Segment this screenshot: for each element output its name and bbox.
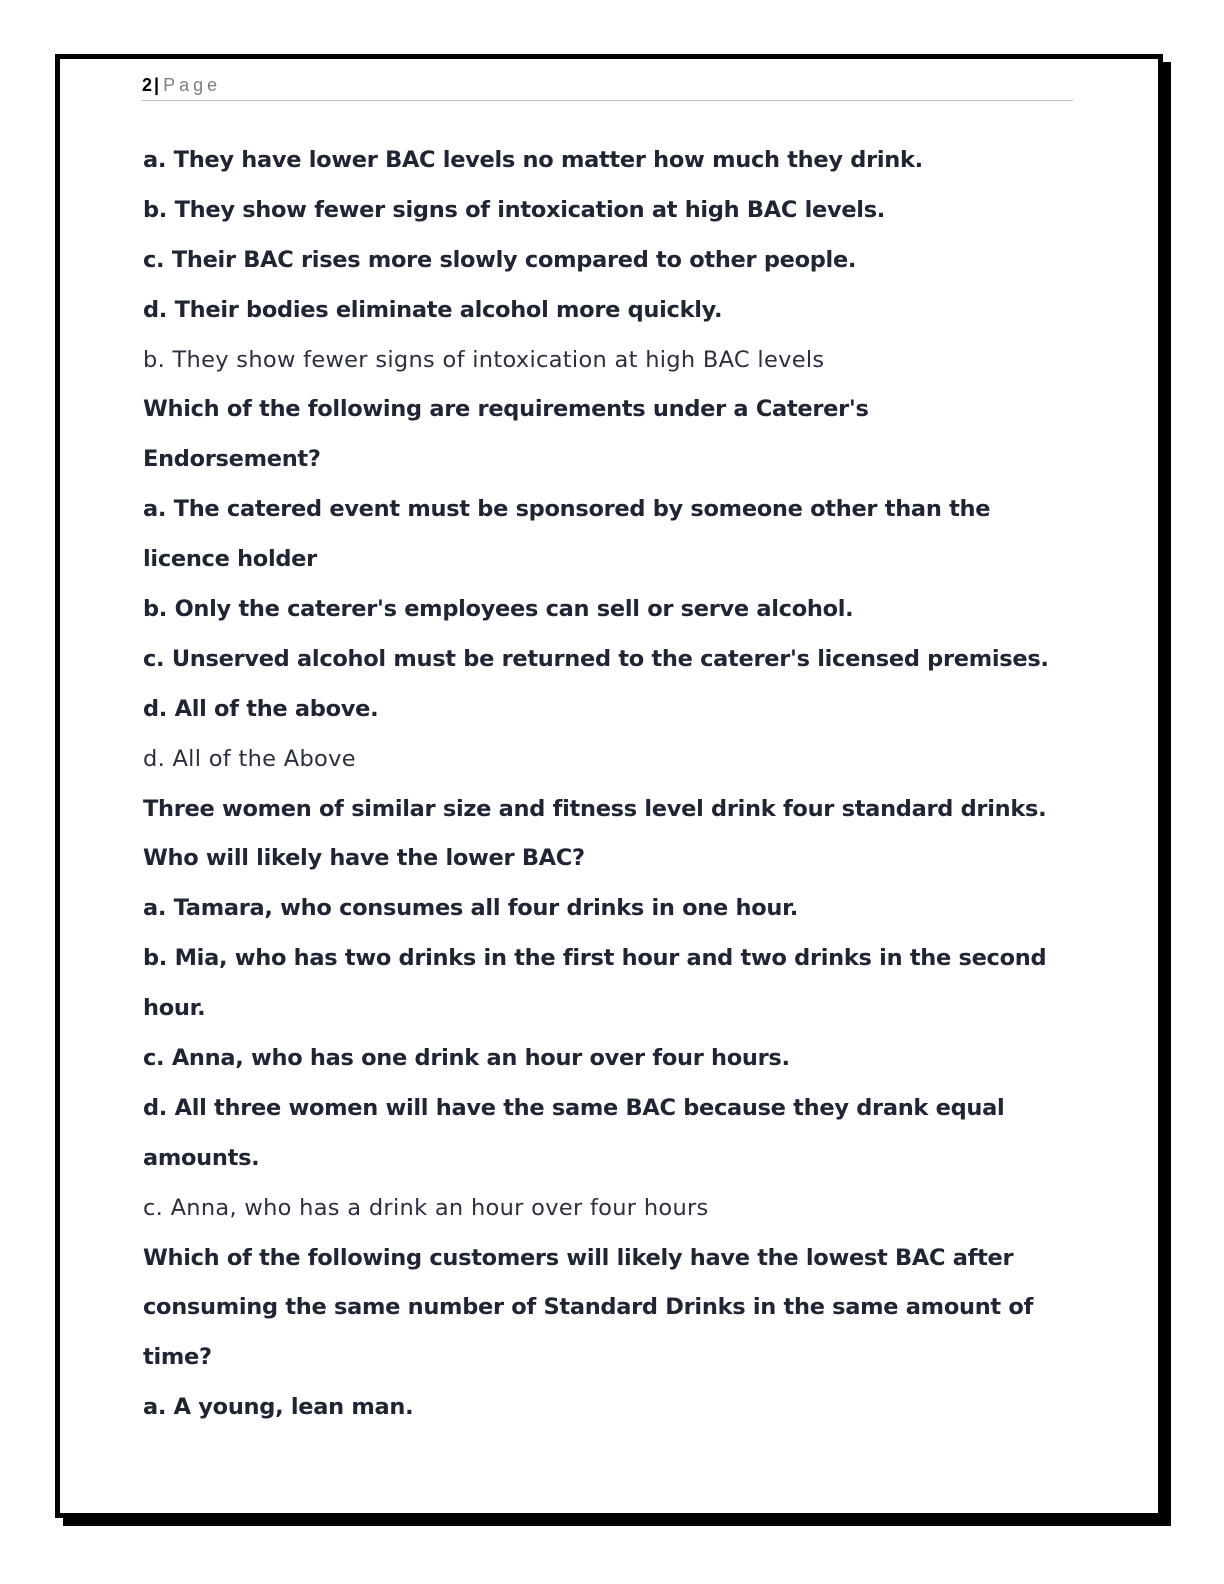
page-number: 2 <box>142 75 153 95</box>
option-line: d. Their bodies eliminate alcohol more quickly. <box>143 296 723 323</box>
option-line: b. Mia, who has two drinks in the first hour and two drinks in the second <box>143 945 1047 972</box>
answer-line: c. Anna, who has a drink an hour over four hours <box>143 1194 709 1221</box>
header-separator: | <box>154 75 160 95</box>
option-line: licence holder <box>143 546 317 573</box>
option-line: amounts. <box>143 1144 260 1171</box>
question-line: time? <box>143 1344 212 1371</box>
quiz-content <box>143 136 1083 1433</box>
question-line: Which of the following customers will likely have the lowest BAC after <box>143 1244 1014 1271</box>
option-line: c. Their BAC rises more slowly compared to other people. <box>143 246 857 273</box>
option-line: a. They have lower BAC levels no matter how much they drink. <box>143 147 923 173</box>
option-line: b. Only the caterer's employees can sell or serve alcohol. <box>143 596 854 623</box>
answer-line: b. They show fewer signs of intoxication at high BAC levels <box>143 346 825 373</box>
option-line: a. A young, lean man. <box>143 1394 414 1421</box>
question-line: Endorsement? <box>143 446 321 473</box>
option-line: c. Unserved alcohol must be returned to the caterer's licensed premises. <box>143 645 1049 672</box>
option-line: a. The catered event must be sponsored by someone other than the <box>143 496 991 523</box>
option-line: b. They show fewer signs of intoxication at high BAC levels. <box>143 196 886 223</box>
option-line: d. All three women will have the same BAC because they drank equal <box>143 1094 1005 1121</box>
page-header <box>142 72 1073 101</box>
question-line: Who will likely have the lower BAC? <box>143 845 585 872</box>
answer-line: d. All of the Above <box>143 745 356 772</box>
question-line: Three women of similar size and fitness level drink four standard drinks. <box>143 795 1047 822</box>
option-line: d. All of the above. <box>143 695 379 722</box>
option-line: hour. <box>143 995 206 1022</box>
question-line: consuming the same number of Standard Drinks in the same amount of <box>143 1294 1034 1321</box>
page-label: Page <box>163 75 222 95</box>
option-line: a. Tamara, who consumes all four drinks in one hour. <box>143 895 798 922</box>
option-line: c. Anna, who has one drink an hour over four hours. <box>143 1045 790 1072</box>
question-line: Which of the following are requirements under a Caterer's <box>143 396 869 423</box>
